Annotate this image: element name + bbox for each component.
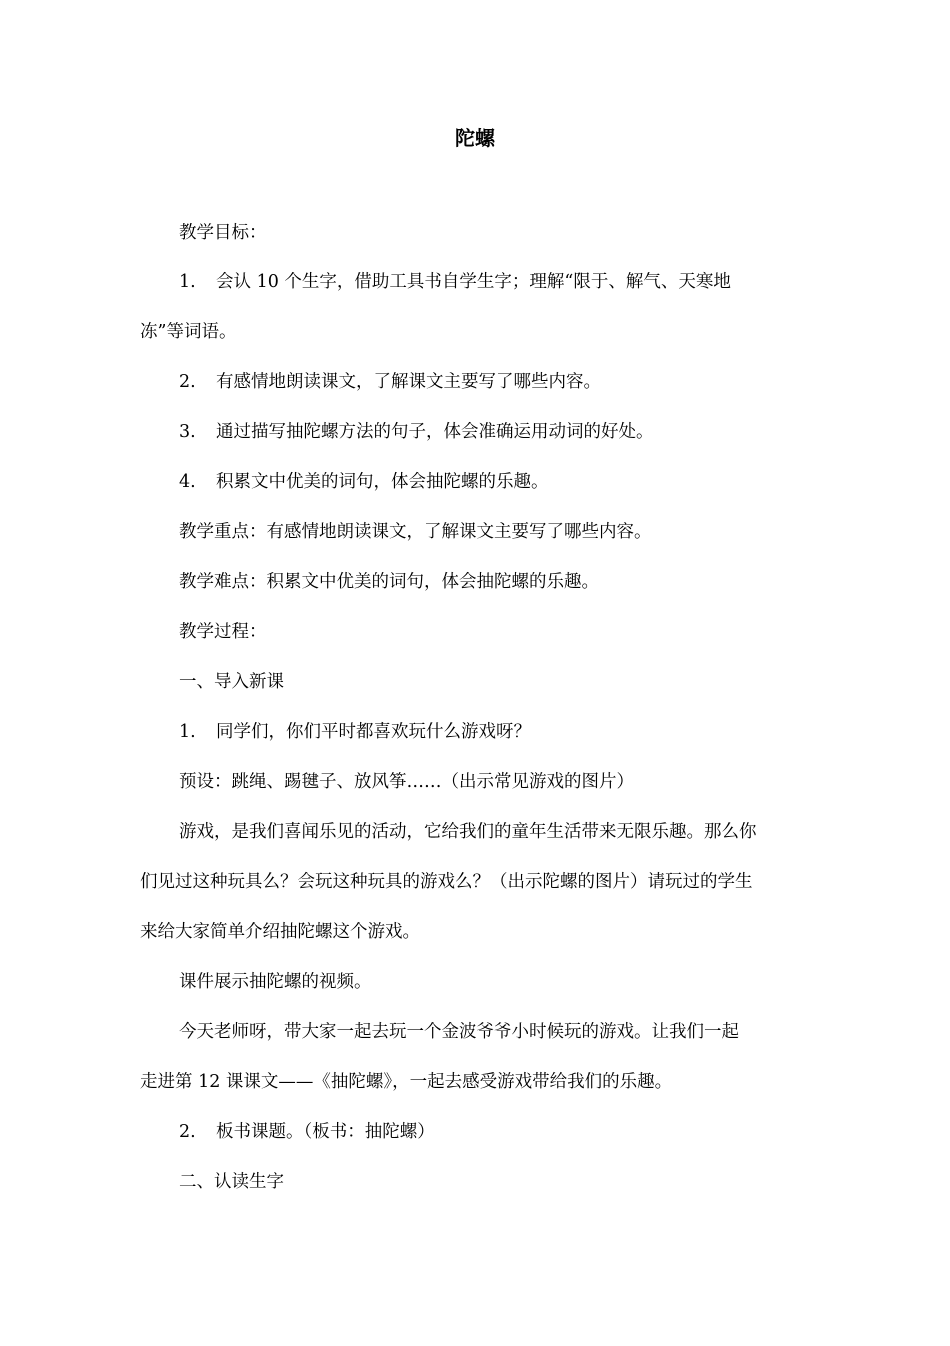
step-2 [179, 1120, 435, 1144]
objective-text: 会认 10 个生字，借助工具书自学生字；理解“限于、解气、天寒地 [216, 272, 731, 292]
step-text: 同学们，你们平时都喜欢玩什么游戏呀？ [216, 722, 531, 742]
paragraph-2-line-1: 今天老师呀，带大家一起去玩一个金波爷爷小时候玩的游戏。让我们一起 [179, 1022, 739, 1042]
objectives-heading: 教学目标： [179, 223, 267, 243]
step-1 [179, 720, 531, 744]
objective-text: 通过描写抽陀螺方法的句子，体会准确运用动词的好处。 [216, 422, 654, 442]
process-heading: 教学过程： [179, 622, 267, 642]
document-title: 陀螺 [455, 126, 495, 150]
step-number: 2. [179, 1122, 196, 1142]
section-heading-1: 一、导入新课 [179, 672, 284, 692]
objective-item-4 [179, 470, 549, 494]
objective-item-2 [179, 370, 601, 394]
preset-line: 预设：跳绳、踢毽子、放风筝……（出示常见游戏的图片） [179, 772, 634, 792]
objective-number: 4. [179, 472, 196, 492]
section-heading-2: 二、认读生字 [179, 1172, 284, 1192]
step-number: 1. [179, 722, 196, 742]
objective-item-1-continued: 冻”等词语。 [140, 322, 237, 342]
objective-item-1 [179, 270, 731, 294]
objective-number: 3. [179, 422, 196, 442]
paragraph-1-line-1: 游戏，是我们喜闻乐见的活动，它给我们的童年生活带来无限乐趣。那么你 [179, 822, 757, 842]
objective-number: 2. [179, 372, 196, 392]
paragraph-1-line-3: 来给大家简单介绍抽陀螺这个游戏。 [140, 922, 420, 942]
paragraph-2-line-2: 走进第 12 课课文——《抽陀螺》，一起去感受游戏带给我们的乐趣。 [140, 1072, 673, 1092]
objective-item-3 [179, 420, 654, 444]
objective-text: 有感情地朗读课文，了解课文主要写了哪些内容。 [216, 372, 601, 392]
paragraph-1-line-2: 们见过这种玩具么？会玩这种玩具的游戏么？（出示陀螺的图片）请玩过的学生 [140, 872, 753, 892]
objective-number: 1. [179, 272, 196, 292]
difficulty: 教学难点：积累文中优美的词句，体会抽陀螺的乐趣。 [179, 572, 599, 592]
key-point: 教学重点：有感情地朗读课文，了解课文主要写了哪些内容。 [179, 522, 652, 542]
video-line: 课件展示抽陀螺的视频。 [179, 972, 372, 992]
objective-text: 积累文中优美的词句，体会抽陀螺的乐趣。 [216, 472, 549, 492]
step-text: 板书课题。（板书：抽陀螺） [216, 1122, 435, 1142]
